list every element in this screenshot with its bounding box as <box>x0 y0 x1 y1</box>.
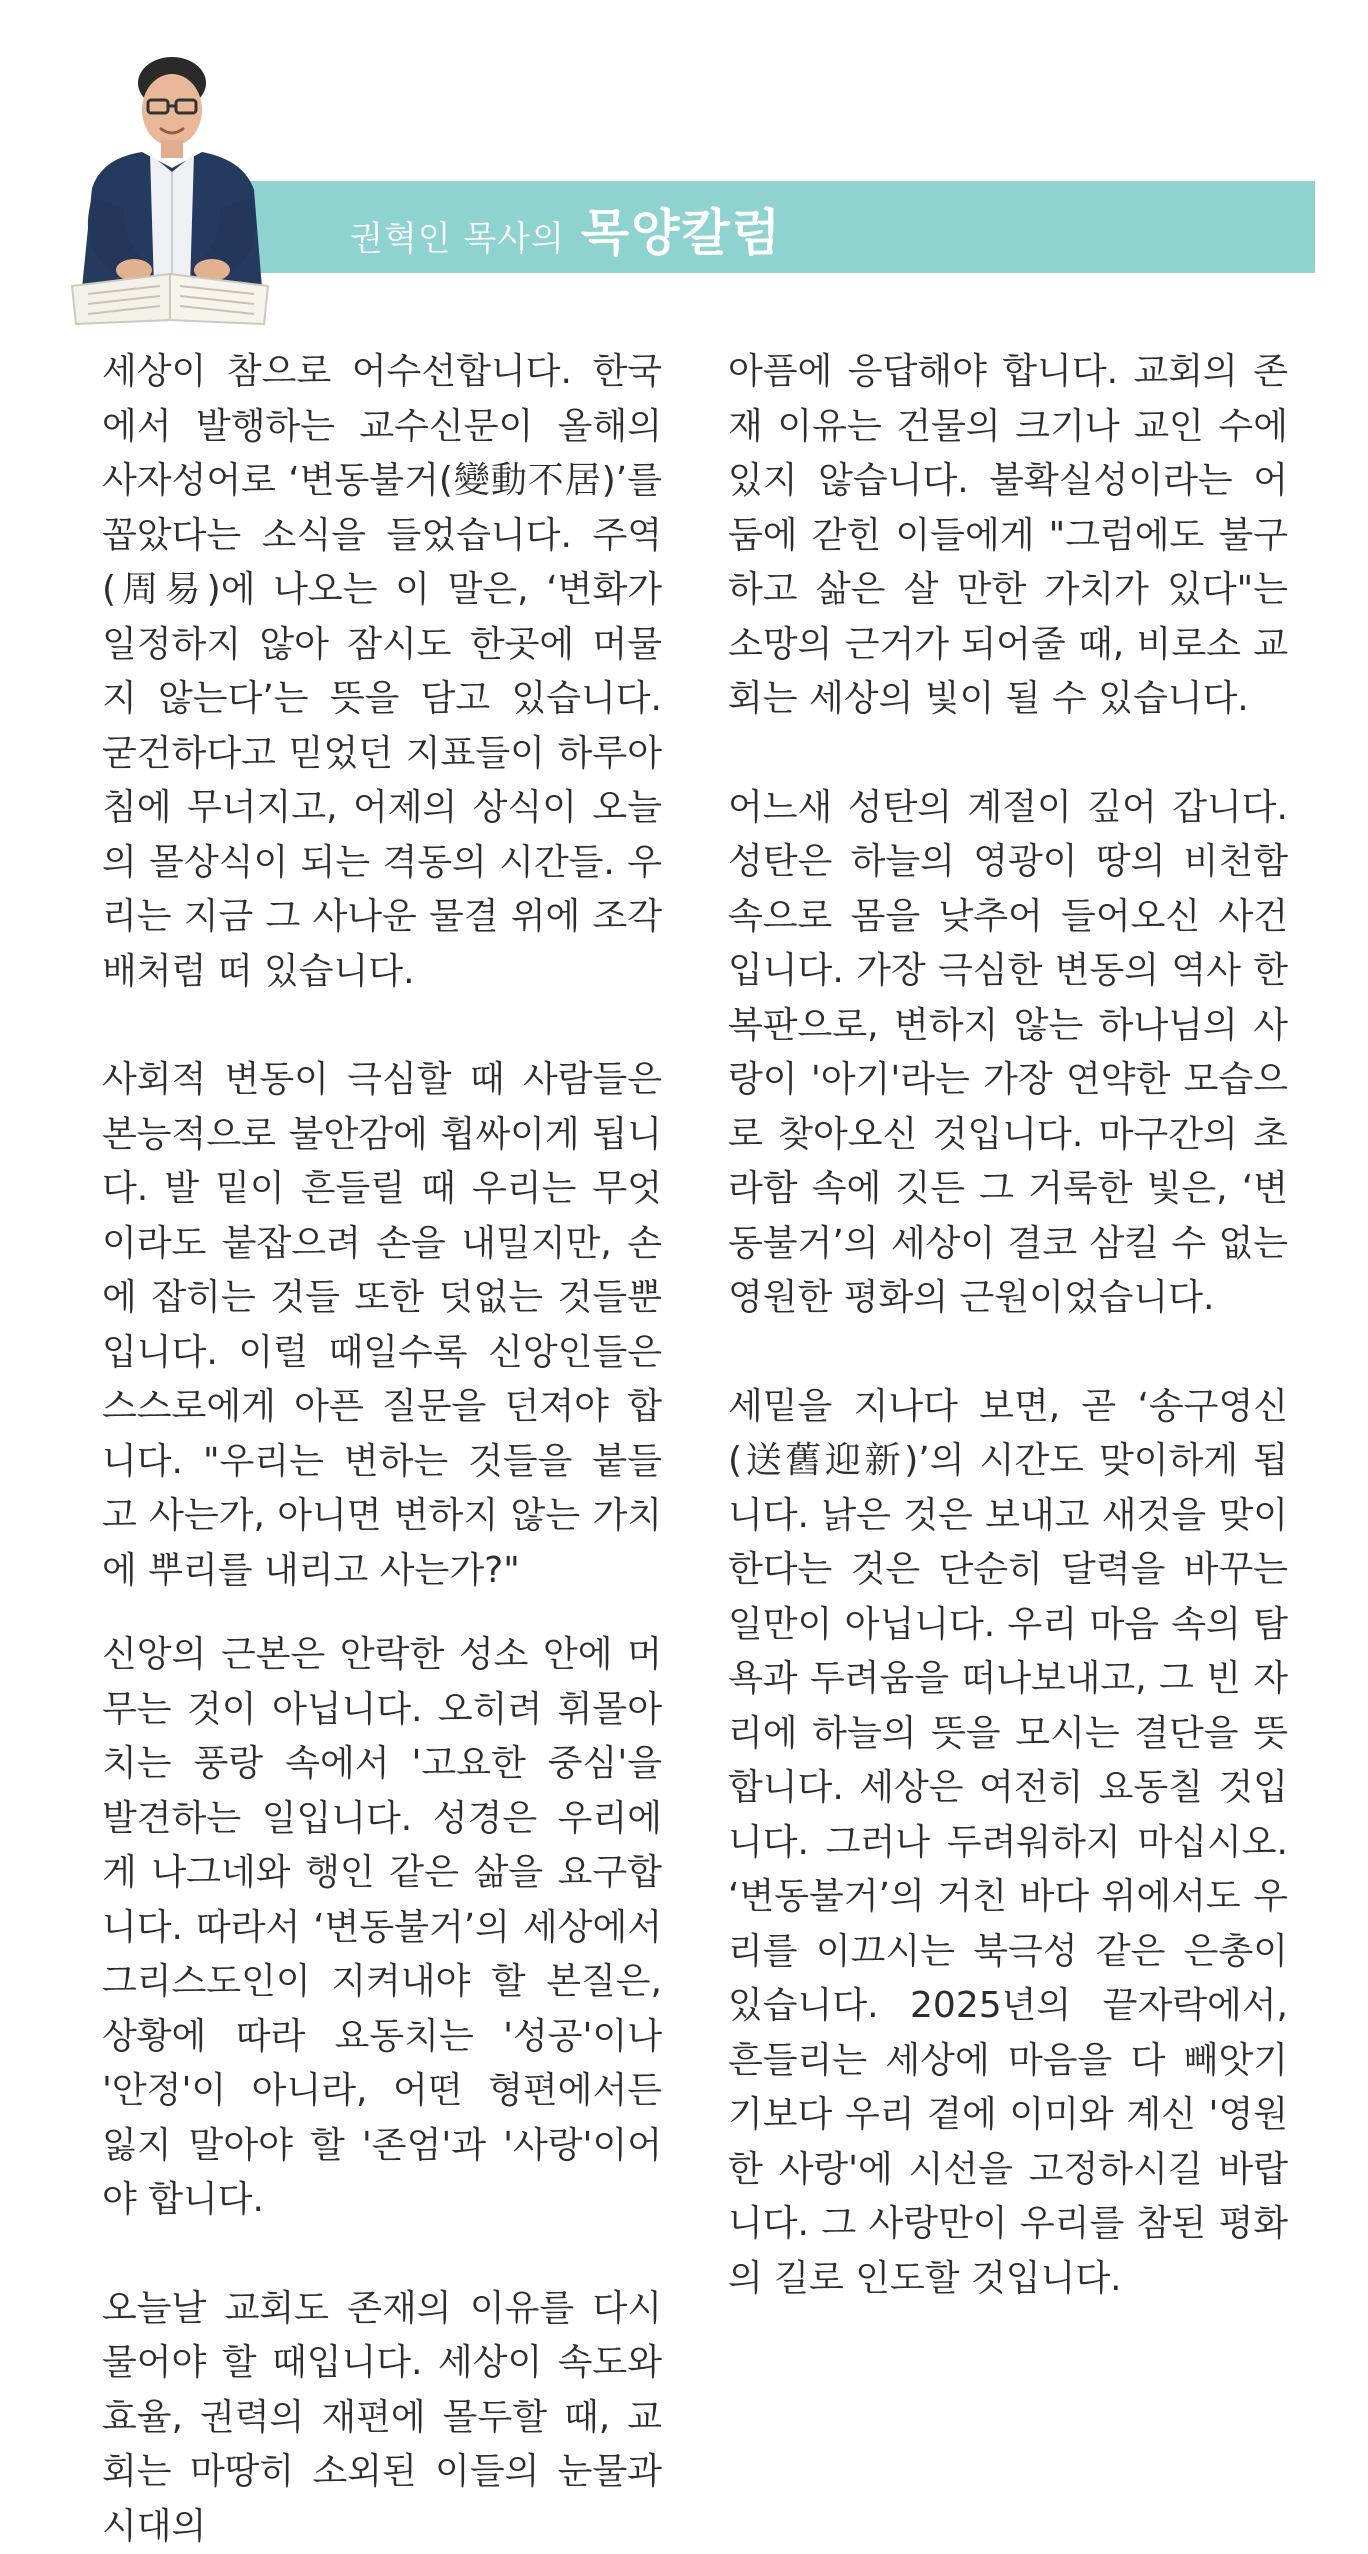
paragraph: 세상이 참으로 어수선합니다. 한국에서 발행하는 교수신문이 올해의 사자성어로 ‘변동불거(變動不居)’를 꼽았다는 소식을 들었습니다. 주역(周易)에 나오는 이 말은, ‘변화가 일정하지 않아 잠시도 한곳에 머물지 않는다’는 뜻을 담고 있습니다. 굳건하다고 믿었던 지표들이 하루아침에 무너지고, 어제의 상식이 오늘의 몰상식이 되는 격동의 시간들. 우리는 지금 그 사나운 물결 위에 조각배처럼 떠 있습니다. <box>102 345 662 999</box>
paragraph: 사회적 변동이 극심할 때 사람들은 본능적으로 불안감에 휩싸이게 됩니다. 발 밑이 흔들릴 때 우리는 무엇이라도 붙잡으려 손을 내밀지만, 손에 잡히는 것들 또한 덧없는 것들뿐입니다. 이럴 때일수록 신앙인들은 스스로에게 아픈 질문을 던져야 합니다. "우리는 변하는 것들을 붙들고 사는가, 아니면 변하지 않는 가치에 뿌리를 내리고 사는가?" <box>102 1053 662 1598</box>
paragraph: 신앙의 근본은 안락한 성소 안에 머무는 것이 아닙니다. 오히려 휘몰아치는 풍랑 속에서 '고요한 중심'을 발견하는 일입니다. 성경은 우리에게 나그네와 행인 같은 삶을 요구합니다. 따라서 ‘변동불거’의 세상에서 그리스도인이 지켜내야 할 본질은, 상황에 따라 요동치는 '성공'이나 '안정'이 아니라, 어떤 형편에서든 잃지 말아야 할 '존엄'과 '사랑'이어야 합니다. <box>102 1628 662 2228</box>
pastor-portrait-icon <box>62 48 277 328</box>
column-right <box>728 345 1288 2306</box>
column-author-label: 권혁인 목사의 <box>350 211 565 260</box>
paragraph: 세밑을 지나다 보면, 곧 ‘송구영신(送舊迎新)’의 시간도 맞이하게 됩니다. 낡은 것은 보내고 새것을 맞이한다는 것은 단순히 달력을 바꾸는 일만이 아닙니다. 우리 마음 속의 탐욕과 두려움을 떠나보내고, 그 빈 자리에 하늘의 뜻을 모시는 결단을 뜻합니다. 세상은 여전히 요동칠 것입니다. 그러나 두려워하지 마십시오. ‘변동불거’의 거친 바다 위에서도 우리를 이끄시는 북극성 같은 은총이 있습니다. 2025년의 끝자락에서, 흔들리는 세상에 마음을 다 빼앗기기보다 우리 곁에 이미와 계신 '영원한 사랑'에 시선을 고정하시길 바랍니다. 그 사랑만이 우리를 참된 평화의 길로 인도할 것입니다. <box>728 1380 1288 2307</box>
paragraph: 오늘날 교회도 존재의 이유를 다시 물어야 할 때입니다. 세상이 속도와 효율, 권력의 재편에 몰두할 때, 교회는 마땅히 소외된 이들의 눈물과 시대의 <box>102 2282 662 2554</box>
column-left <box>102 345 662 2554</box>
column-title: 목양칼럼 <box>581 193 782 265</box>
paragraph: 어느새 성탄의 계절이 깊어 갑니다. 성탄은 하늘의 영광이 땅의 비천함 속으로 몸을 낮추어 들어오신 사건입니다. 가장 극심한 변동의 역사 한복판으로, 변하지 않는 하나님의 사랑이 '아기'라는 가장 연약한 모습으로 찾아오신 것입니다. 마구간의 초라함 속에 깃든 그 거룩한 빛은, ‘변동불거’의 세상이 결코 삼킬 수 없는 영원한 평화의 근원이었습니다. <box>728 781 1288 1326</box>
column-heading <box>350 193 782 263</box>
paragraph: 아픔에 응답해야 합니다. 교회의 존재 이유는 건물의 크기나 교인 수에 있지 않습니다. 불확실성이라는 어둠에 갇힌 이들에게 "그럼에도 불구하고 삶은 살 만한 가치가 있다"는 소망의 근거가 되어줄 때, 비로소 교회는 세상의 빛이 될 수 있습니다. <box>728 345 1288 727</box>
